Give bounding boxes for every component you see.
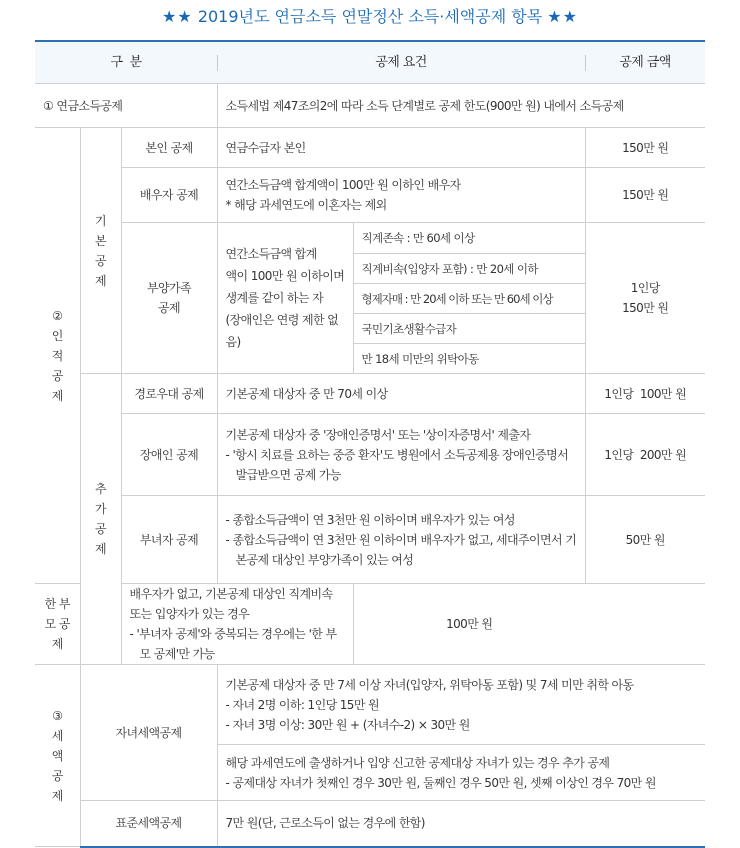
pension-requirement: 소득세법 제47조의2에 따라 소득 단계별로 공제 한도(900만 원) 내에서 소득공제	[217, 84, 705, 128]
disabled-deduction-label: 장애인 공제	[121, 414, 217, 496]
woman-deduction-amount: 50만 원	[585, 496, 705, 584]
dependent-deduction-label: 부양가족 공제	[121, 223, 217, 374]
spouse-deduction-amount: 150만 원	[585, 168, 705, 223]
single-parent-deduction-label: 한 부모 공제	[35, 584, 80, 665]
page-title	[0, 0, 740, 34]
additional-deduction-label: 추 가 공 제	[80, 374, 121, 665]
star-icon: ★★	[547, 7, 578, 26]
elderly-deduction-label: 경로우대 공제	[121, 374, 217, 414]
child-tax-credit-label: 자녀세액공제	[80, 665, 217, 801]
self-deduction-amount: 150만 원	[585, 128, 705, 168]
dependent-type-item: 국민기초생활수급자	[353, 314, 585, 344]
child-tax-credit-basic: 기본공제 대상자 중 만 7세 이상 자녀(입양자, 위탁아동 포함) 및 7세 미만 취학 아동 - 자녀 2명 이하: 1인당 15만 원 - 자녀 3명 이상: 30만 원 + (자녀수-2) × 30만 원	[217, 665, 705, 745]
personal-deduction-label: ② 인 적 공 제	[35, 128, 80, 584]
standard-tax-credit-label: 표준세액공제	[80, 801, 217, 847]
header-category: 구 분	[35, 41, 217, 84]
tax-credit-label: ③ 세 액 공 제	[35, 665, 80, 847]
header-requirement: 공제 요건	[217, 41, 585, 84]
pension-label: ① 연금소득공제	[35, 84, 217, 128]
deduction-table	[35, 40, 705, 848]
dependent-type-item: 형제자매 : 만 20세 이하 또는 만 60세 이상	[353, 284, 585, 314]
dependent-deduction-amount: 1인당 150만 원	[585, 223, 705, 374]
dependent-type-item: 만 18세 미만의 위탁아동	[353, 344, 585, 374]
woman-deduction-requirement: - 종합소득금액이 연 3천만 원 이하이며 배우자가 있는 여성 - 종합소득금액이 연 3천만 원 이하이며 배우자가 없고, 세대주이면서 기본공제 대상인 부양가족이 있는 여성	[217, 496, 585, 584]
basic-deduction-label: 기 본 공 제	[80, 128, 121, 374]
self-deduction-requirement: 연금수급자 본인	[217, 128, 585, 168]
dependent-condition: 연간소득금액 합계 액이 100만 원 이하이며 생계를 같이 하는 자 (장애인은 연령 제한 없음)	[217, 223, 353, 374]
self-deduction-label: 본인 공제	[121, 128, 217, 168]
elderly-deduction-requirement: 기본공제 대상자 중 만 70세 이상	[217, 374, 585, 414]
single-parent-deduction-requirement: 배우자가 없고, 기본공제 대상인 직계비속 또는 입양자가 있는 경우 - '부녀자 공제'와 중복되는 경우에는 '한 부모 공제'만 가능	[121, 584, 353, 665]
dependent-type-item: 직계비속(입양자 포함) : 만 20세 이하	[353, 254, 585, 284]
elderly-deduction-amount: 1인당 100만 원	[585, 374, 705, 414]
title-text: 2019년도 연금소득 연말정산 소득·세액공제 항목	[197, 7, 543, 26]
disabled-deduction-amount: 1인당 200만 원	[585, 414, 705, 496]
dependent-type-item: 직계존속 : 만 60세 이상	[353, 223, 585, 254]
woman-deduction-label: 부녀자 공제	[121, 496, 217, 584]
child-tax-credit-additional: 해당 과세연도에 출생하거나 입양 신고한 공제대상 자녀가 있는 경우 추가 공제 - 공제대상 자녀가 첫째인 경우 30만 원, 둘째인 경우 50만 원, 셋째 이상인 경우 70만 원	[217, 745, 705, 801]
header-amount: 공제 금액	[585, 41, 705, 84]
single-parent-deduction-amount: 100만 원	[353, 584, 585, 665]
disabled-deduction-requirement: 기본공제 대상자 중 '장애인증명서' 또는 '상이자증명서' 제출자 - '항시 치료를 요하는 중증 환자'도 병원에서 소득공제용 장애인증명서 발급받으면 공제 가능	[217, 414, 585, 496]
standard-tax-credit-requirement: 7만 원(단, 근로소득이 없는 경우에 한함)	[217, 801, 705, 847]
spouse-deduction-label: 배우자 공제	[121, 168, 217, 223]
deduction-table-wrap	[35, 40, 705, 848]
spouse-deduction-requirement: 연간소득금액 합계액이 100만 원 이하인 배우자 * 해당 과세연도에 이혼자는 제외	[217, 168, 585, 223]
star-icon: ★★	[162, 7, 193, 26]
